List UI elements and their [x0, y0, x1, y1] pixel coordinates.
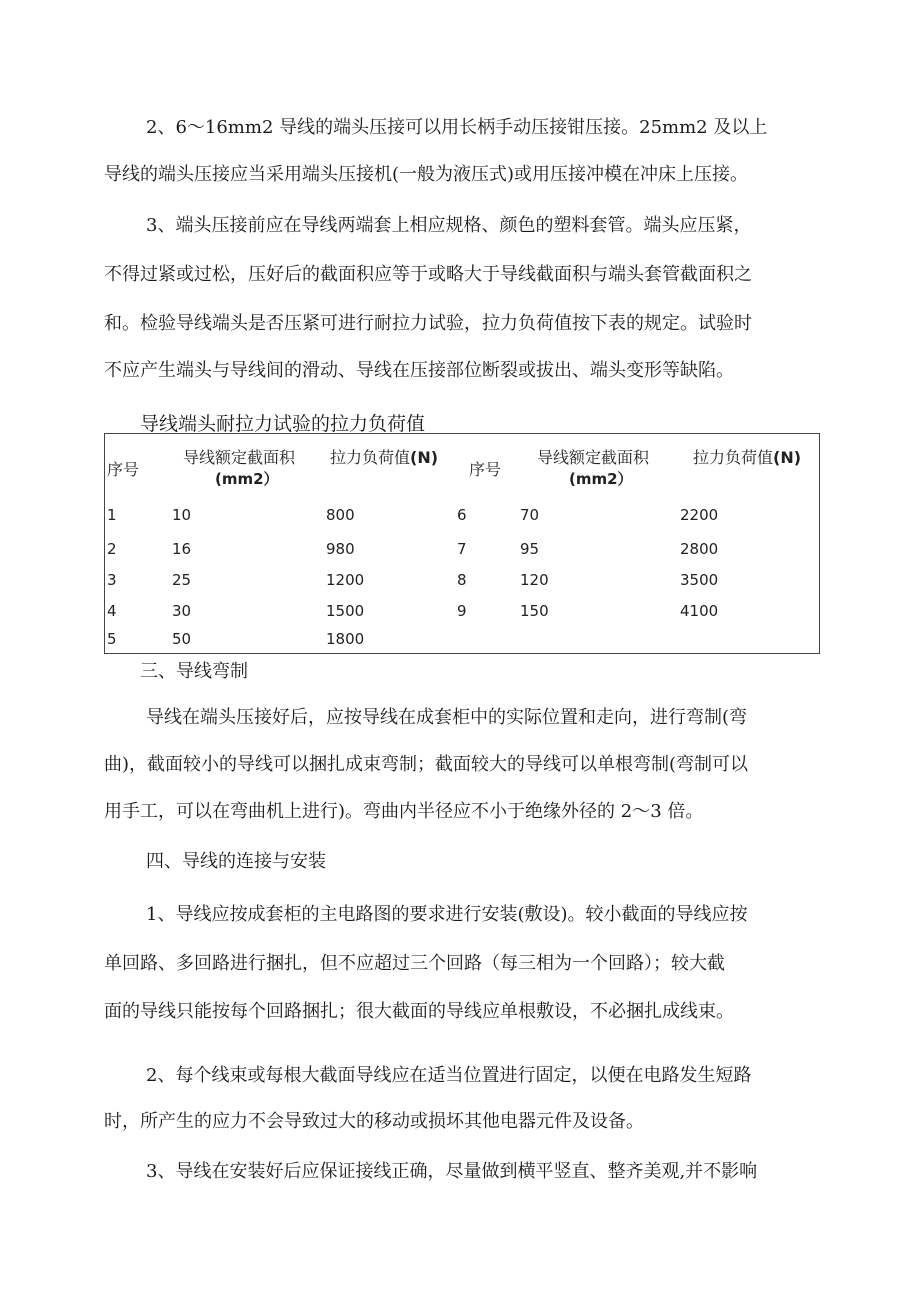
- para3-line2: 曲)，截面较小的导线可以捆扎成束弯制；截面较大的导线可以单根弯制(弯制可以: [104, 754, 749, 775]
- row-section: 50: [172, 630, 192, 648]
- row-no: 4: [107, 602, 117, 620]
- para3-line3: 用手工，可以在弯曲机上进行)。弯曲内半径应不小于绝缘外径的 2～3 倍。: [104, 801, 704, 822]
- row-section: 70: [520, 506, 540, 524]
- row-no: 7: [457, 540, 467, 558]
- row-section: 30: [172, 602, 192, 620]
- row-section: 10: [172, 506, 192, 524]
- para1-line2: 导线的端头压接应当采用端头压接机(一般为液压式)或用压接冲模在冲床上压接。: [104, 164, 749, 185]
- header-unit-left: (mm2）: [215, 470, 279, 488]
- row-section: 120: [520, 571, 549, 589]
- row-section: 150: [520, 602, 549, 620]
- row-load: 2800: [680, 540, 719, 558]
- row-load: 980: [326, 540, 355, 558]
- row-load: 1500: [326, 602, 365, 620]
- header-load-left: [330, 448, 438, 468]
- row-no: 1: [107, 506, 117, 524]
- para1-line1: 2、6～16mm2 导线的端头压接可以用长柄手动压接钳压接。25mm2 及以上: [146, 117, 768, 138]
- header-no-right: 序号: [469, 460, 502, 479]
- row-section: 16: [172, 540, 192, 558]
- header-section-left: 导线额定截面积: [183, 448, 296, 467]
- para4-line3: 面的导线只能按每个回路捆扎；很大截面的导线应单根敷设，不必捆扎成线束。: [104, 1001, 734, 1022]
- row-no: 9: [457, 602, 467, 620]
- row-no: 6: [457, 506, 467, 524]
- para2-line4: 不应产生端头与导线间的滑动、导线在压接部位断裂或拔出、端头变形等缺陷。: [104, 360, 734, 381]
- para3-line1: 导线在端头压接好后，应按导线在成套柜中的实际位置和走向，进行弯制(弯: [146, 707, 748, 728]
- para6-line1: 3、导线在安装好后应保证接线正确，尽量做到横平竖直、整齐美观,并不影响: [146, 1161, 758, 1182]
- section-heading-4: 四、导线的连接与安装: [146, 851, 326, 872]
- header-load-unit: (N): [410, 448, 439, 467]
- row-load: 2200: [680, 506, 719, 524]
- row-section: 25: [172, 571, 192, 589]
- para2-line2: 不得过紧或过松，压好后的截面积应等于或略大于导线截面积与端头套管截面积之: [104, 264, 752, 285]
- row-section: 95: [520, 540, 540, 558]
- header-load-unit: (N): [773, 448, 802, 467]
- row-no: 5: [107, 630, 117, 648]
- row-load: 4100: [680, 602, 719, 620]
- row-load: 1800: [326, 630, 365, 648]
- header-load-text: 拉力负荷值: [693, 448, 774, 467]
- header-no-left: 序号: [107, 460, 140, 479]
- para2-line1: 3、端头压接前应在导线两端套上相应规格、颜色的塑料套管。端头应压紧，: [146, 215, 752, 236]
- section-heading-3: 三、导线弯制: [140, 661, 248, 682]
- row-no: 3: [107, 571, 117, 589]
- table-caption: 导线端头耐拉力试验的拉力负荷值: [140, 413, 426, 435]
- para5-line2: 时，所产生的应力不会导致过大的移动或损坏其他电器元件及设备。: [104, 1111, 644, 1132]
- para5-line1: 2、每个线束或每根大截面导线应在适当位置进行固定，以便在电路发生短路: [146, 1065, 752, 1086]
- para2-line3: 和。检验导线端头是否压紧可进行耐拉力试验，拉力负荷值按下表的规定。试验时: [104, 313, 752, 334]
- header-section-right: 导线额定截面积: [537, 448, 650, 467]
- header-load-right: [693, 448, 801, 468]
- para4-line2: 单回路、多回路进行捆扎，但不应超过三个回路（每三相为一个回路）；较大截: [104, 953, 725, 974]
- para4-line1: 1、导线应按成套柜的主电路图的要求进行安装(敷设)。较小截面的导线应按: [146, 904, 748, 925]
- load-table: [104, 433, 820, 654]
- row-load: 800: [326, 506, 355, 524]
- header-unit-right: (mm2）: [569, 470, 633, 488]
- row-load: 1200: [326, 571, 365, 589]
- header-load-text: 拉力负荷值: [330, 448, 411, 467]
- row-no: 8: [457, 571, 467, 589]
- row-load: 3500: [680, 571, 719, 589]
- row-no: 2: [107, 540, 117, 558]
